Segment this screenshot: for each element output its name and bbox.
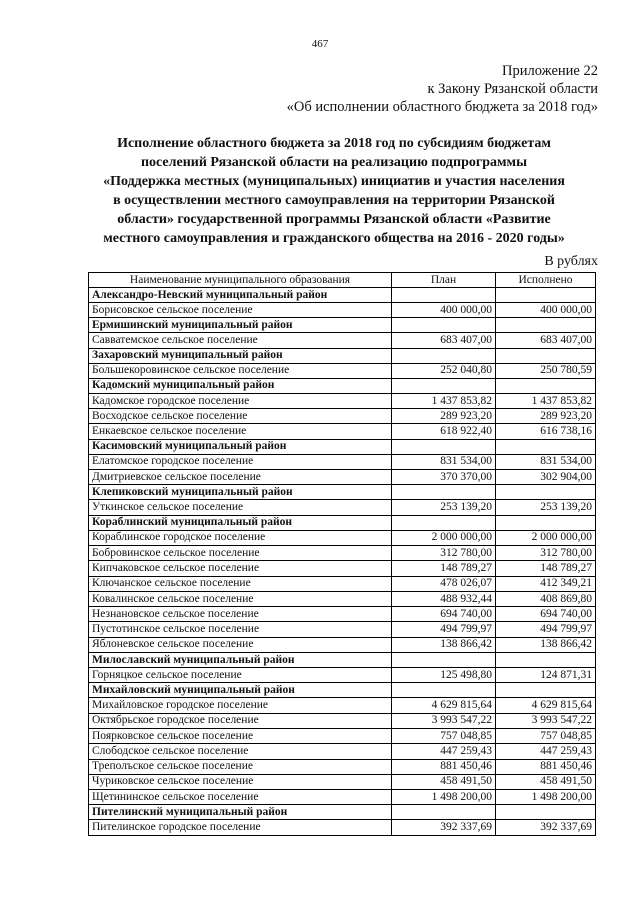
settlement-name: Ключанское сельское поселение	[89, 576, 392, 591]
plan-value: 253 139,20	[392, 500, 496, 515]
plan-value: 4 629 815,64	[392, 698, 496, 713]
units-label: В рублях	[544, 254, 598, 269]
table-row	[89, 393, 596, 408]
table-row	[89, 576, 596, 591]
settlement-name: Щетининское сельское поселение	[89, 790, 392, 805]
district-row	[89, 805, 596, 820]
district-row	[89, 288, 596, 303]
district-name: Кадомский муниципальный район	[89, 378, 392, 393]
settlement-name: Октябрьское городское поселение	[89, 713, 392, 728]
settlement-name: Незнановское сельское поселение	[89, 607, 392, 622]
plan-value: 252 040,80	[392, 363, 496, 378]
table-header-row	[89, 273, 596, 288]
district-name: Милославский муниципальный район	[89, 653, 392, 668]
appendix-line-3: «Об исполнении областного бюджета за 2018 год»	[286, 99, 598, 115]
executed-value: 412 349,21	[496, 576, 596, 591]
plan-value: 370 370,00	[392, 470, 496, 485]
plan-value: 831 534,00	[392, 454, 496, 469]
table-row	[89, 454, 596, 469]
appendix-line-2: к Закону Рязанской области	[427, 81, 598, 97]
district-row	[89, 485, 596, 500]
table-row	[89, 363, 596, 378]
header-executed: Исполнено	[496, 273, 596, 288]
table-row	[89, 561, 596, 576]
table-row	[89, 637, 596, 652]
settlement-name: Ковалинское сельское поселение	[89, 591, 392, 606]
table-row	[89, 713, 596, 728]
plan-value: 148 789,27	[392, 561, 496, 576]
district-plan-empty	[392, 439, 496, 454]
executed-value: 694 740,00	[496, 607, 596, 622]
district-plan-empty	[392, 288, 496, 303]
district-executed-empty	[496, 378, 596, 393]
district-name: Кораблинский муниципальный район	[89, 515, 392, 530]
plan-value: 881 450,46	[392, 759, 496, 774]
executed-value: 1 437 853,82	[496, 393, 596, 408]
executed-value: 124 871,31	[496, 668, 596, 683]
district-executed-empty	[496, 318, 596, 333]
settlement-name: Борисовское сельское поселение	[89, 303, 392, 318]
settlement-name: Чуриковское сельское поселение	[89, 774, 392, 789]
district-plan-empty	[392, 485, 496, 500]
district-executed-empty	[496, 348, 596, 363]
district-name: Клепиковский муниципальный район	[89, 485, 392, 500]
executed-value: 148 789,27	[496, 561, 596, 576]
plan-value: 125 498,80	[392, 668, 496, 683]
executed-value: 253 139,20	[496, 500, 596, 515]
executed-value: 881 450,46	[496, 759, 596, 774]
plan-value: 618 922,40	[392, 424, 496, 439]
executed-value: 392 337,69	[496, 820, 596, 835]
plan-value: 757 048,85	[392, 728, 496, 743]
table-row	[89, 591, 596, 606]
executed-value: 3 993 547,22	[496, 713, 596, 728]
page-number: 467	[311, 38, 329, 50]
appendix-line-1: Приложение 22	[502, 63, 598, 79]
title-line: области» государственной программы Рязанской области «Развитие	[117, 212, 551, 227]
executed-value: 408 869,80	[496, 591, 596, 606]
table-row	[89, 500, 596, 515]
plan-value: 400 000,00	[392, 303, 496, 318]
table-row	[89, 409, 596, 424]
district-row	[89, 378, 596, 393]
settlement-name: Пителинское городское поселение	[89, 820, 392, 835]
plan-value: 138 866,42	[392, 637, 496, 652]
settlement-name: Горняцкое сельское поселение	[89, 668, 392, 683]
plan-value: 2 000 000,00	[392, 530, 496, 545]
district-plan-empty	[392, 348, 496, 363]
district-executed-empty	[496, 683, 596, 698]
district-row	[89, 439, 596, 454]
settlement-name: Савватемское сельское поселение	[89, 333, 392, 348]
settlement-name: Кадомское городское поселение	[89, 393, 392, 408]
table-row	[89, 698, 596, 713]
executed-value: 683 407,00	[496, 333, 596, 348]
table-row	[89, 668, 596, 683]
settlement-name: Енкаевское сельское поселение	[89, 424, 392, 439]
settlement-name: Поярковское сельское поселение	[89, 728, 392, 743]
settlement-name: Кораблинское городское поселение	[89, 530, 392, 545]
district-name: Александро-Невский муниципальный район	[89, 288, 392, 303]
plan-value: 458 491,50	[392, 774, 496, 789]
settlement-name: Треполъское сельское поселение	[89, 759, 392, 774]
district-plan-empty	[392, 653, 496, 668]
plan-value: 289 923,20	[392, 409, 496, 424]
executed-value: 616 738,16	[496, 424, 596, 439]
header-plan: План	[392, 273, 496, 288]
header-name: Наименование муниципального образования	[89, 273, 392, 288]
executed-value: 831 534,00	[496, 454, 596, 469]
settlement-name: Большекоровинское сельское поселение	[89, 363, 392, 378]
district-plan-empty	[392, 683, 496, 698]
table-row	[89, 790, 596, 805]
plan-value: 488 932,44	[392, 591, 496, 606]
executed-value: 4 629 815,64	[496, 698, 596, 713]
executed-value: 138 866,42	[496, 637, 596, 652]
plan-value: 3 993 547,22	[392, 713, 496, 728]
title-line: в осуществлении местного самоуправления на территории Рязанской	[113, 193, 555, 208]
table-row	[89, 820, 596, 835]
district-plan-empty	[392, 515, 496, 530]
table-row	[89, 424, 596, 439]
executed-value: 400 000,00	[496, 303, 596, 318]
district-name: Касимовский муниципальный район	[89, 439, 392, 454]
plan-value: 478 026,07	[392, 576, 496, 591]
executed-value: 289 923,20	[496, 409, 596, 424]
district-executed-empty	[496, 805, 596, 820]
table-row	[89, 607, 596, 622]
table-row	[89, 303, 596, 318]
table-row	[89, 530, 596, 545]
district-executed-empty	[496, 288, 596, 303]
settlement-name: Уткинское сельское поселение	[89, 500, 392, 515]
district-plan-empty	[392, 318, 496, 333]
settlement-name: Дмитриевское сельское поселение	[89, 470, 392, 485]
district-name: Михайловский муниципальный район	[89, 683, 392, 698]
district-name: Пителинский муниципальный район	[89, 805, 392, 820]
table-row	[89, 622, 596, 637]
table-row	[89, 759, 596, 774]
executed-value: 312 780,00	[496, 545, 596, 560]
district-name: Ермишинский муниципальный район	[89, 318, 392, 333]
table-row	[89, 728, 596, 743]
plan-value: 447 259,43	[392, 744, 496, 759]
district-plan-empty	[392, 805, 496, 820]
district-row	[89, 515, 596, 530]
executed-value: 250 780,59	[496, 363, 596, 378]
title-line: «Поддержка местных (муниципальных) инициатив и участия населения	[103, 174, 565, 189]
plan-value: 494 799,97	[392, 622, 496, 637]
executed-value: 447 259,43	[496, 744, 596, 759]
district-executed-empty	[496, 653, 596, 668]
appendix-header	[287, 62, 598, 116]
table-row	[89, 744, 596, 759]
plan-value: 694 740,00	[392, 607, 496, 622]
district-name: Захаровский муниципальный район	[89, 348, 392, 363]
district-row	[89, 653, 596, 668]
plan-value: 683 407,00	[392, 333, 496, 348]
executed-value: 2 000 000,00	[496, 530, 596, 545]
district-plan-empty	[392, 378, 496, 393]
district-executed-empty	[496, 515, 596, 530]
table-row	[89, 545, 596, 560]
title-line: поселений Рязанской области на реализацию подпрограммы	[140, 155, 528, 170]
settlement-name: Восходское сельское поселение	[89, 409, 392, 424]
table-row	[89, 774, 596, 789]
settlement-name: Слободское сельское поселение	[89, 744, 392, 759]
title-line: Исполнение областного бюджета за 2018 год по субсидиям бюджетам	[117, 136, 551, 151]
district-row	[89, 683, 596, 698]
district-row	[89, 318, 596, 333]
plan-value: 392 337,69	[392, 820, 496, 835]
district-row	[89, 348, 596, 363]
table-row	[89, 333, 596, 348]
budget-table	[88, 272, 596, 836]
table-body	[89, 288, 596, 836]
table-row	[89, 470, 596, 485]
settlement-name: Яблоневское сельское поселение	[89, 637, 392, 652]
district-executed-empty	[496, 485, 596, 500]
executed-value: 458 491,50	[496, 774, 596, 789]
document-title	[60, 134, 608, 248]
settlement-name: Елатомское городское поселение	[89, 454, 392, 469]
executed-value: 302 904,00	[496, 470, 596, 485]
district-executed-empty	[496, 439, 596, 454]
settlement-name: Михайловское городское поселение	[89, 698, 392, 713]
plan-value: 312 780,00	[392, 545, 496, 560]
plan-value: 1 498 200,00	[392, 790, 496, 805]
settlement-name: Кипчаковское сельское поселение	[89, 561, 392, 576]
executed-value: 757 048,85	[496, 728, 596, 743]
settlement-name: Бобровинское сельское поселение	[89, 545, 392, 560]
executed-value: 1 498 200,00	[496, 790, 596, 805]
executed-value: 494 799,97	[496, 622, 596, 637]
title-line: местного самоуправления и гражданского общества на 2016 - 2020 годы»	[103, 231, 565, 246]
plan-value: 1 437 853,82	[392, 393, 496, 408]
settlement-name: Пустотинское сельское поселение	[89, 622, 392, 637]
